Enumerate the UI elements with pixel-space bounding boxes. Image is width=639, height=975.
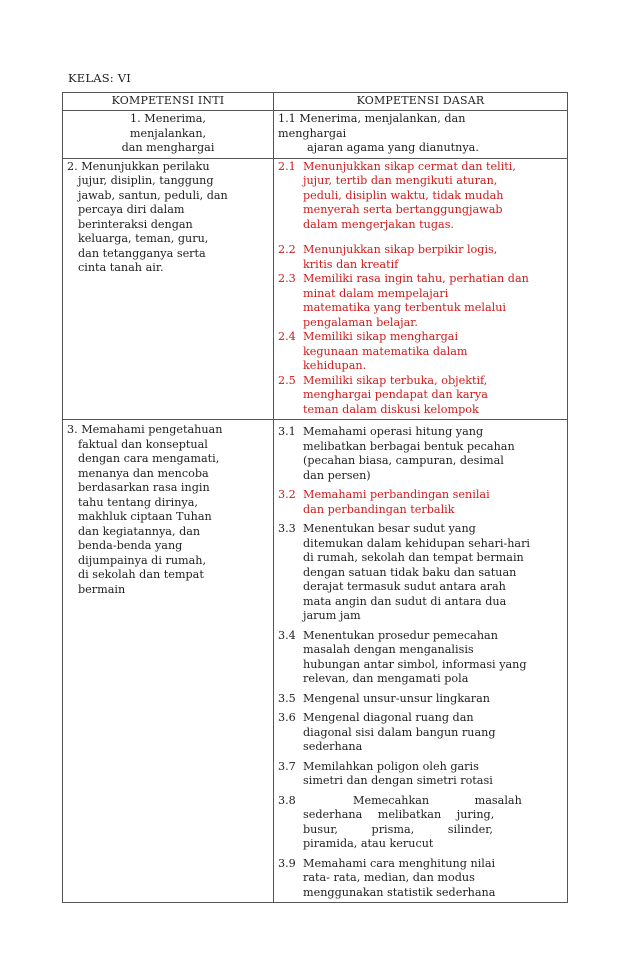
ki-line: jawab, santun, peduli, dan [78, 188, 228, 202]
kd-item-3-6 [278, 711, 563, 755]
kd-line: Memecahkan masalah [353, 793, 522, 807]
kd-item-2-4 [278, 330, 563, 374]
kd-line: Memilahkan poligon oleh garis [303, 759, 479, 773]
kd-number: 3.5 [278, 691, 296, 705]
ki-line: di sekolah dan tempat [78, 568, 204, 581]
ki-line: faktual dan konseptual [78, 437, 208, 451]
kd-item-3-7 [278, 760, 563, 789]
kd-line: rata- rata, median, dan modus [303, 871, 475, 884]
kd-line: ditemukan dalam kehidupan sehari-hari [303, 536, 531, 550]
ki-line: tahu tentang dirinya, [78, 495, 198, 509]
ki-line: cinta tanah air. [78, 261, 164, 274]
kd-number: 3.8 [278, 793, 296, 807]
kd-line: di rumah, sekolah dan tempat bermain [303, 551, 524, 564]
ki-line: dijumpainya di rumah, [78, 553, 207, 567]
kd-cell-1 [274, 111, 568, 159]
ki-cell-3 [63, 420, 274, 903]
ki-line: berdasarkan rasa ingin [78, 481, 210, 494]
kd-line: derajat termasuk sudut antara arah [303, 580, 506, 593]
ki-line: keluarga, teman, guru, [78, 232, 209, 245]
kd-line: Menunjukkan sikap berpikir logis, [303, 243, 498, 256]
kd-number: 3.6 [278, 711, 296, 724]
kd-line: (pecahan biasa, campuran, desimal [303, 454, 504, 467]
kd-line: relevan, dan mengamati pola [303, 672, 469, 685]
kd-number: 3.3 [278, 522, 296, 535]
kd-item-3-4 [278, 629, 563, 687]
class-label: KELAS: VI [68, 71, 131, 85]
kd-line: kritis dan kreatif [303, 257, 399, 271]
kd-line: Menunjukkan sikap cermat dan teliti, [303, 159, 516, 173]
ki-line: menjalankan, [129, 126, 207, 140]
kd-line: masalah dengan menganalisis [303, 643, 474, 656]
kd-line: sederhana melibatkan juring, [303, 808, 495, 821]
kd-number: 2.5 [278, 373, 296, 387]
ki-line: jujur, disiplin, tanggung [78, 174, 214, 187]
kd-number: 3.9 [278, 856, 296, 870]
kd-line: Memiliki rasa ingin tahu, perhatian dan [303, 272, 529, 285]
kd-number: 3.7 [278, 759, 296, 773]
kd-number: 3.2 [278, 488, 296, 501]
kd-line: mata angin dan sudut di antara dua [303, 594, 507, 608]
kd-line: sederhana [303, 740, 363, 753]
kd-line: pengalaman belajar. [303, 315, 418, 329]
kd-line: matematika yang terbentuk melalui [303, 301, 506, 314]
ki-line: menanya dan mencoba [78, 466, 209, 480]
table-row [63, 158, 568, 420]
kd-line: Menentukan prosedur pemecahan [303, 628, 498, 642]
kd-number: 2.1 [278, 159, 296, 173]
kd-item-2-5 [278, 374, 563, 418]
kd-line: Memiliki sikap menghargai [303, 330, 459, 343]
ki-line: berinteraksi dengan [78, 217, 193, 231]
table-header-row [63, 93, 568, 111]
kd-item-3-2 [278, 488, 563, 517]
kd-line: menghargai [278, 126, 347, 140]
header-kompetensi-dasar: KOMPETENSI DASAR [274, 93, 568, 111]
ki-line: percaya diri dalam [78, 203, 185, 216]
kd-line: menghargai pendapat dan karya [303, 388, 488, 401]
kd-number: 2.2 [278, 243, 296, 256]
kd-line: Mengenal unsur-unsur lingkaran [303, 691, 491, 705]
kd-line: minat dalam mempelajari [303, 286, 449, 300]
ki-line: dan menghargai [121, 141, 215, 154]
kd-line: piramida, atau kerucut [303, 837, 434, 850]
kd-line: 1.1 Menerima, menjalankan, dan [278, 112, 466, 125]
kd-line: jujur, tertib dan mengikuti aturan, [303, 174, 498, 187]
kd-number: 3.4 [278, 628, 296, 642]
kd-line: dalam mengerjakan tugas. [303, 217, 454, 231]
kd-line: busur, prisma, silinder, [303, 822, 493, 836]
ki-line: dan tetangganya serta [78, 246, 206, 260]
kd-line: diagonal sisi dalam bangun ruang [303, 725, 496, 739]
kd-line: Menentukan besar sudut yang [303, 522, 476, 535]
kd-line: dan perbandingan terbalik [303, 502, 455, 516]
kd-line: dengan satuan tidak baku dan satuan [303, 565, 517, 579]
kd-number: 2.3 [278, 272, 296, 285]
ki-line: bermain [78, 582, 126, 596]
header-kompetensi-inti: KOMPETENSI INTI [63, 93, 274, 111]
kd-line: hubungan antar simbol, informasi yang [303, 657, 527, 671]
ki-line: 3. Memahami pengetahuan [67, 423, 223, 436]
ki-cell-1 [63, 111, 274, 159]
competency-table [62, 92, 568, 903]
kd-item-3-9 [278, 857, 563, 901]
kd-line: Memahami cara menghitung nilai [303, 856, 496, 870]
table-row [63, 420, 568, 903]
kd-item-3-8 [278, 794, 563, 852]
kd-item-3-1 [278, 425, 563, 483]
kd-item-2-3 [278, 272, 563, 330]
ki-line: dengan cara mengamati, [78, 452, 220, 465]
kd-line: Mengenal diagonal ruang dan [303, 711, 474, 724]
kd-number: 3.1 [278, 425, 296, 438]
ki-line: benda-benda yang [78, 539, 183, 552]
kd-line: dan persen) [303, 468, 371, 482]
kd-cell-3 [274, 420, 568, 903]
kd-item-3-3 [278, 522, 563, 624]
kd-line: jarum jam [303, 609, 361, 622]
kd-line: kehidupan. [303, 359, 367, 372]
ki-line: dan kegiatannya, dan [78, 524, 201, 538]
kd-line: peduli, disiplin waktu, tidak mudah [303, 188, 504, 202]
kd-line: kegunaan matematika dalam [303, 344, 468, 358]
kd-line: Memahami operasi hitung yang [303, 425, 484, 438]
table-row [63, 111, 568, 159]
kd-line: Memahami perbandingan senilai [303, 488, 490, 501]
ki-line: makhluk ciptaan Tuhan [78, 510, 212, 523]
kd-item-3-5 [278, 692, 563, 707]
kd-line: ajaran agama yang dianutnya. [307, 141, 479, 154]
kd-line: menggunakan statistik sederhana [303, 885, 496, 899]
kd-item-2-1 [278, 160, 563, 233]
kd-line: menyerah serta bertanggungjawab [303, 203, 503, 216]
kd-item-2-2 [278, 243, 563, 272]
kd-line: Memiliki sikap terbuka, objektif, [303, 373, 488, 387]
ki-cell-2 [63, 158, 274, 420]
kd-line: teman dalam diskusi kelompok [303, 402, 479, 416]
ki-line: 2. Menunjukkan perilaku [67, 159, 210, 173]
ki-line: 1. Menerima, [130, 112, 206, 125]
kd-number: 2.4 [278, 330, 296, 343]
kd-line: melibatkan berbagai bentuk pecahan [303, 439, 515, 453]
kd-cell-2 [274, 158, 568, 420]
kd-line: simetri dan dengan simetri rotasi [303, 774, 493, 787]
